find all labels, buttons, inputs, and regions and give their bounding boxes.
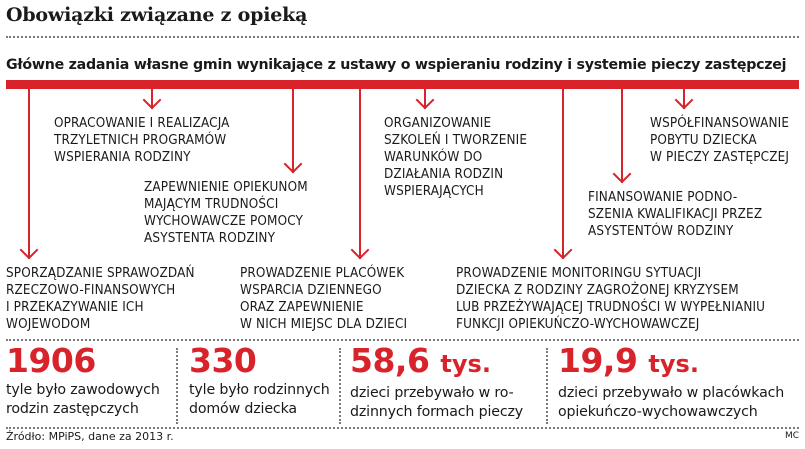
stat-desc-line: domów dziecka (189, 401, 297, 417)
task-line: WOJEWODOM (6, 317, 91, 332)
task-line: RZECZOWO-FINANSOWYCH (6, 283, 176, 298)
task-line: SPORZĄDZANIE SPRAWOZDAŃ (6, 266, 195, 281)
arrow-task-5 (417, 89, 433, 108)
task-line: ASYSTENTA RODZINY (144, 231, 276, 246)
stat-desc-line: dzieci przebywało w placówkach (558, 385, 785, 401)
stat-value: 58,6 (350, 341, 430, 380)
task-line: W PIECZY ZASTĘPCZEJ (650, 150, 790, 165)
task-line: ZAPEWNIENIE OPIEKUNOM (144, 180, 308, 195)
stat-value: 330 (189, 341, 257, 380)
stat-rodzinne-formy-pieczy (350, 341, 524, 422)
arrow-task-6 (555, 89, 571, 258)
stat-description (558, 384, 784, 422)
stat-placowki-opiekuncze (558, 341, 785, 422)
stat-number (6, 341, 160, 380)
arrow-task-2 (285, 89, 301, 172)
stat-number (558, 341, 784, 381)
infographic-subtitle: Główne zadania własne gmin wynikające z ustawy o wspieraniu rodziny i systemie pieczy zastępczej (6, 57, 787, 73)
stat-unit: tys. (648, 350, 699, 378)
task-line: ORGANIZOWANIE (384, 116, 492, 131)
task-line: WARUNKÓW DO (384, 150, 483, 165)
task-wspolfinansowanie (650, 115, 789, 166)
stat-desc-line: rodzin zastępczych (6, 401, 139, 417)
footer-divider (6, 427, 799, 429)
task-line: WYCHOWAWCZE POMOCY (144, 214, 304, 229)
stat-unit: tys. (440, 350, 491, 378)
arrow-task-7 (614, 89, 630, 182)
stat-desc-line: dzinnych formach pieczy (350, 404, 524, 420)
stat-value: 19,9 (558, 341, 638, 380)
stat-divider (546, 348, 548, 424)
task-program-wspierania (54, 115, 230, 166)
stat-rodziny-zawodowe (6, 341, 160, 419)
arrow-task-3 (21, 89, 37, 258)
task-line: DZIAŁANIA RODZIN (384, 167, 504, 182)
task-line: WSPIERANIA RODZINY (54, 150, 191, 165)
task-placowki-wsparcia (240, 265, 407, 333)
stat-divider (339, 348, 341, 424)
task-line: LUB PRZEŻYWAJĄCEJ TRUDNOŚCI W WYPEŁNIANIU (456, 300, 766, 315)
task-line: WSPIERAJĄCYCH (384, 184, 484, 199)
task-sprawozdania (6, 265, 195, 333)
task-line: I PRZEKAZYWANIE ICH (6, 300, 144, 315)
task-line: MAJĄCYM TRUDNOŚCI (144, 197, 279, 212)
stat-domy-dziecka (189, 341, 330, 419)
infographic-title: Obowiązki związane z opieką (6, 4, 308, 26)
task-line: WSPARCIA DZIENNEGO (240, 283, 382, 298)
stat-desc-line: dzieci przebywało w ro- (350, 385, 514, 401)
source-note: Źródło: MPiPS, dane za 2013 r. (6, 430, 174, 443)
arrow-task-8 (676, 89, 692, 108)
stat-number (189, 341, 330, 380)
stat-value: 1906 (6, 341, 96, 380)
task-line: FUNKCJI OPIEKUŃCZO-WYCHOWAWCZEJ (456, 317, 700, 332)
task-line: FINANSOWANIE PODNO- (588, 190, 738, 205)
stat-desc-line: opiekuńczo-wychowawczych (558, 404, 758, 420)
task-line: W NICH MIEJSC DLA DZIECI (240, 317, 408, 332)
task-line: DZIECKA Z RODZINY ZAGROŻONEJ KRYZYSEM (456, 283, 739, 298)
author-credit: MC (784, 431, 799, 441)
stat-number (350, 341, 523, 381)
stat-desc-line: tyle było zawodowych (6, 382, 160, 398)
task-monitoring (456, 265, 765, 333)
task-line: TRZYLETNICH PROGRAMÓW (54, 133, 227, 148)
task-line: PROWADZENIE PLACÓWEK (240, 266, 405, 281)
stat-divider (176, 348, 178, 424)
task-line: SZENIA KWALIFIKACJI PRZEZ (588, 207, 763, 222)
stat-description (350, 384, 523, 422)
task-line: SZKOLEŃ I TWORZENIE (384, 133, 528, 148)
task-kwalifikacje-asystentow (588, 189, 762, 240)
stat-description (6, 381, 160, 419)
task-line: OPRACOWANIE I REALIZACJA (54, 116, 230, 131)
task-szkolenia (384, 115, 527, 200)
task-line: ASYSTENTÓW RODZINY (588, 224, 734, 239)
task-line: POBYTU DZIECKA (650, 133, 757, 148)
arrow-task-1 (144, 89, 160, 108)
arrow-task-4 (352, 89, 368, 258)
stat-desc-line: tyle było rodzinnych (189, 382, 330, 398)
task-line: PROWADZENIE MONITORINGU SYTUACJI (456, 266, 702, 281)
stat-description (189, 381, 330, 419)
task-line: WSPÓŁFINANSOWANIE (650, 116, 790, 131)
task-asystent-rodziny (144, 179, 308, 247)
task-line: ORAZ ZAPEWNIENIE (240, 300, 364, 315)
